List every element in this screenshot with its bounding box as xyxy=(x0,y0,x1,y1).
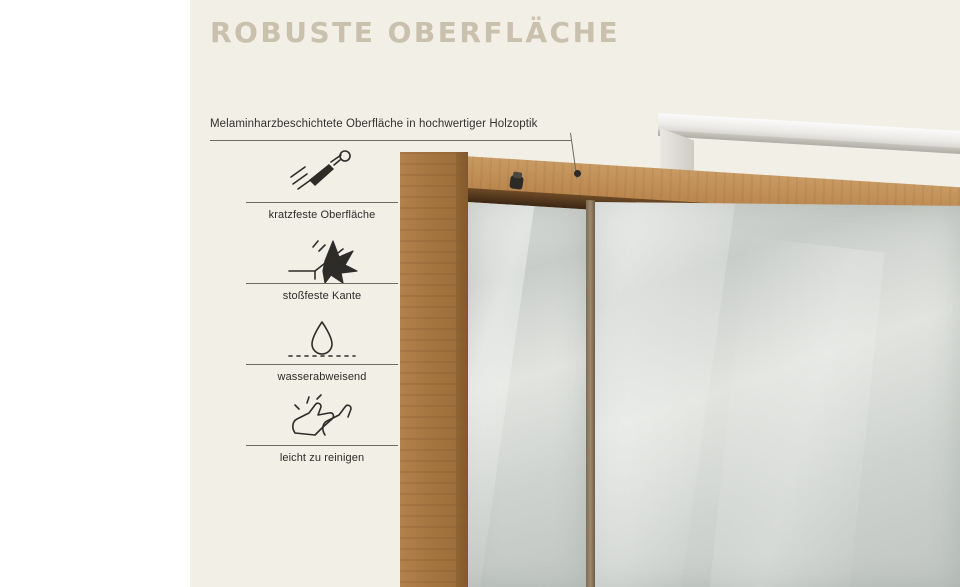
water-repellent-droplet-icon xyxy=(232,312,412,364)
feature-list xyxy=(232,150,412,474)
surface-caption: Melaminharzbeschichtete Oberfläche in hochwertiger Holzoptik xyxy=(210,118,538,130)
mirror-door-right xyxy=(594,202,960,587)
caption-underline xyxy=(210,140,571,141)
easy-to-clean-hands-icon xyxy=(232,393,412,445)
page-title: ROBUSTE OBERFLÄCHE xyxy=(210,16,621,49)
mirror-door-left xyxy=(468,202,588,587)
door-gap xyxy=(586,200,595,587)
feature-item-impact-resistant-edge xyxy=(232,231,412,302)
mirror-sheen xyxy=(468,202,538,587)
feature-item-water-repellent xyxy=(232,312,412,383)
impact-resistant-edge-icon xyxy=(232,231,412,283)
feature-label: stoßfeste Kante xyxy=(246,283,398,302)
feature-label: kratzfeste Oberfläche xyxy=(246,202,398,221)
feature-item-scratch-resistant xyxy=(232,150,412,221)
feature-label: leicht zu reinigen xyxy=(246,445,398,464)
wood-side-panel-edge xyxy=(456,152,468,587)
leader-dot xyxy=(574,170,581,177)
screw-detail xyxy=(509,175,524,190)
feature-label: wasserabweisend xyxy=(246,364,398,383)
scratch-resistant-icon xyxy=(232,150,412,202)
product-photo-panel xyxy=(190,0,960,587)
feature-item-easy-to-clean xyxy=(232,393,412,464)
mirror-sheen-secondary xyxy=(698,236,885,587)
